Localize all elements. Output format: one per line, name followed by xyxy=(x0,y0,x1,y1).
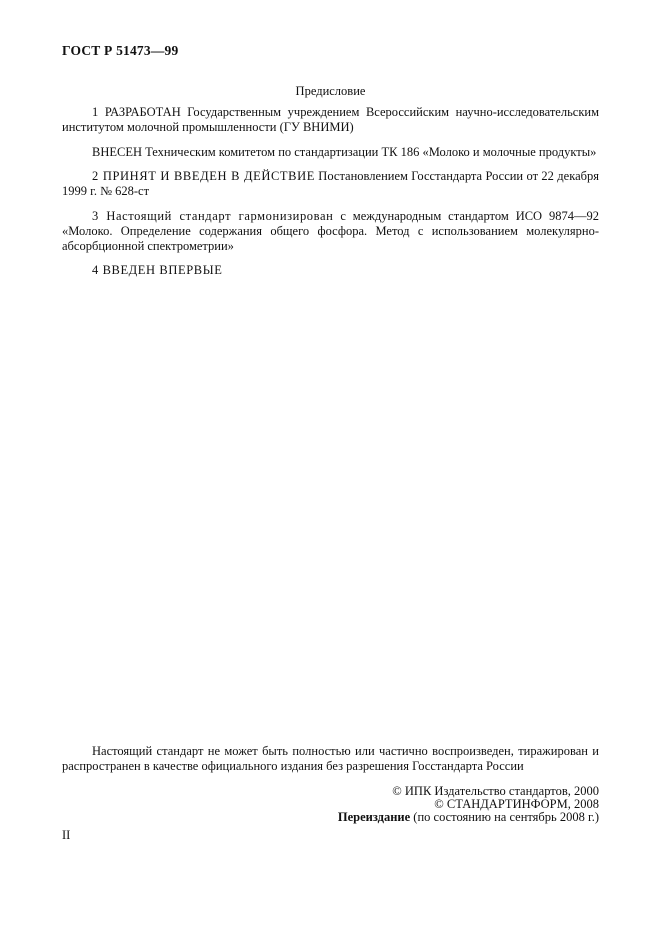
item-2-text: Постановлением Госстандарта России от 22 декабря 1999 г. № 628-ст xyxy=(62,169,599,198)
reprint-label: Переиздание xyxy=(337,810,411,824)
item-1b-lead: ВНЕСЕН xyxy=(92,145,142,159)
reproduction-notice: Настоящий стандарт не может быть полностью или частично воспроизведен, тиражирован и распространен в качестве официального издания без разрешения Госстандарта России xyxy=(62,744,599,773)
reprint-text: (по состоянию на сентябрь 2008 г.) xyxy=(410,810,599,824)
reprint-note xyxy=(338,810,599,825)
item-1b-text: Техническим комитетом по стандартизации ТК 186 «Молоко и молочные продукты» xyxy=(142,145,597,159)
item-3-text: с международным стандартом ИСО 9874—92 «Молоко. Определение содержания общего фосфора. Метод с использованием молекулярно-абсорбционной спектрометрии» xyxy=(62,209,599,253)
foreword-item-3 xyxy=(62,209,599,254)
foreword-item-1b xyxy=(62,145,599,160)
item-2-lead: 2 ПРИНЯТ И ВВЕДЕН В ДЕЙСТВИЕ xyxy=(92,169,315,183)
copyright-standartinform: © СТАНДАРТИНФОРМ, 2008 xyxy=(434,797,599,811)
item-1-text: Государственным учреждением Всероссийским научно-исследовательским институтом молочной промышленности (ГУ ВНИМИ) xyxy=(62,105,600,134)
item-3-lead: 3 Настоящий стандарт гармонизирован xyxy=(92,209,334,223)
foreword-item-1 xyxy=(62,105,599,135)
foreword-item-2 xyxy=(62,169,599,199)
foreword-item-4: 4 ВВЕДЕН ВПЕРВЫЕ xyxy=(92,263,223,277)
copyright-ipk: © ИПК Издательство стандартов, 2000 xyxy=(392,784,599,798)
page-number: II xyxy=(62,828,71,842)
item-1-lead: 1 РАЗРАБОТАН xyxy=(92,105,181,119)
document-code: ГОСТ Р 51473—99 xyxy=(62,43,179,58)
foreword-title: Предисловие xyxy=(295,84,366,98)
